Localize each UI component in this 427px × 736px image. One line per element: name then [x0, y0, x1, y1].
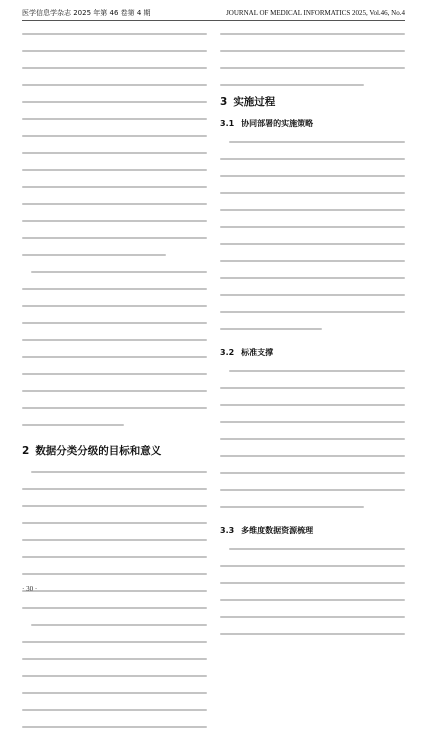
text-line — [220, 243, 405, 245]
text-line — [31, 624, 207, 626]
text-line — [220, 633, 405, 635]
page-number: · 30 · — [22, 585, 38, 593]
text-line — [22, 556, 207, 558]
section-3-3-heading: 3.3 多维度数据资源梳理 — [220, 526, 314, 535]
text-line — [22, 254, 166, 256]
text-line — [22, 203, 207, 205]
text-line — [220, 158, 405, 160]
text-line — [220, 599, 405, 601]
text-line — [22, 539, 207, 541]
text-line — [220, 277, 405, 279]
text-line — [22, 692, 207, 694]
journal-title-cn: 医学信息学杂志 2025 年第 46 卷第 4 期 — [22, 9, 151, 17]
text-line — [22, 237, 207, 239]
text-line — [22, 135, 207, 137]
text-line — [220, 387, 405, 389]
text-line — [220, 50, 405, 52]
text-line — [220, 209, 405, 211]
text-line — [22, 356, 207, 358]
text-line — [220, 328, 322, 330]
text-line — [22, 658, 207, 660]
text-line — [22, 220, 207, 222]
text-line — [220, 582, 405, 584]
text-line — [220, 616, 405, 618]
text-line — [220, 192, 405, 194]
section-3-heading: 3 实施过程 — [220, 96, 276, 108]
text-line — [220, 421, 405, 423]
text-line — [220, 260, 405, 262]
section-3-2-heading: 3.2 标准支撑 — [220, 348, 274, 357]
text-line — [31, 471, 207, 473]
text-line — [220, 506, 364, 508]
journal-title-en: JOURNAL OF MEDICAL INFORMATICS 2025, Vol.46, No.4 — [226, 9, 405, 17]
text-line — [220, 565, 405, 567]
text-line — [220, 84, 364, 86]
text-line — [220, 67, 405, 69]
text-line — [22, 152, 207, 154]
text-line — [22, 573, 207, 575]
text-line — [220, 489, 405, 491]
text-line — [22, 675, 207, 677]
text-line — [22, 424, 124, 426]
text-line — [22, 390, 207, 392]
text-line — [22, 67, 207, 69]
text-line — [22, 118, 207, 120]
body-text-block — [22, 26, 207, 434]
text-line — [22, 607, 207, 609]
body-text-block — [22, 464, 207, 736]
text-line — [22, 407, 207, 409]
text-line — [220, 472, 405, 474]
text-line — [22, 709, 207, 711]
section-3-1-heading: 3.1 协同部署的实施策略 — [220, 119, 314, 128]
text-line — [220, 311, 405, 313]
text-line — [22, 50, 207, 52]
text-line — [22, 505, 207, 507]
text-line — [229, 141, 405, 143]
text-line — [22, 641, 207, 643]
running-header — [22, 6, 405, 21]
text-line — [22, 305, 207, 307]
text-line — [22, 590, 207, 592]
section-2-heading: 2 数据分类分级的目标和意义 — [22, 445, 162, 457]
text-line — [22, 322, 207, 324]
left-column — [22, 26, 207, 577]
text-line — [220, 33, 405, 35]
text-line — [220, 175, 405, 177]
text-line — [22, 726, 207, 728]
text-line — [31, 271, 207, 273]
text-line — [220, 226, 405, 228]
text-line — [22, 169, 207, 171]
body-text-block — [220, 134, 405, 338]
text-line — [22, 186, 207, 188]
text-line — [22, 339, 207, 341]
body-text-block — [220, 26, 405, 94]
text-line — [22, 488, 207, 490]
text-line — [220, 404, 405, 406]
text-line — [229, 370, 405, 372]
text-line — [22, 288, 207, 290]
text-line — [22, 373, 207, 375]
text-line — [220, 294, 405, 296]
text-line — [22, 33, 207, 35]
text-line — [220, 438, 405, 440]
text-line — [22, 84, 207, 86]
body-text-block — [220, 363, 405, 516]
text-line — [22, 522, 207, 524]
text-line — [22, 101, 207, 103]
text-line — [229, 548, 405, 550]
body-text-block — [220, 541, 405, 643]
right-column — [220, 26, 405, 577]
text-line — [220, 455, 405, 457]
